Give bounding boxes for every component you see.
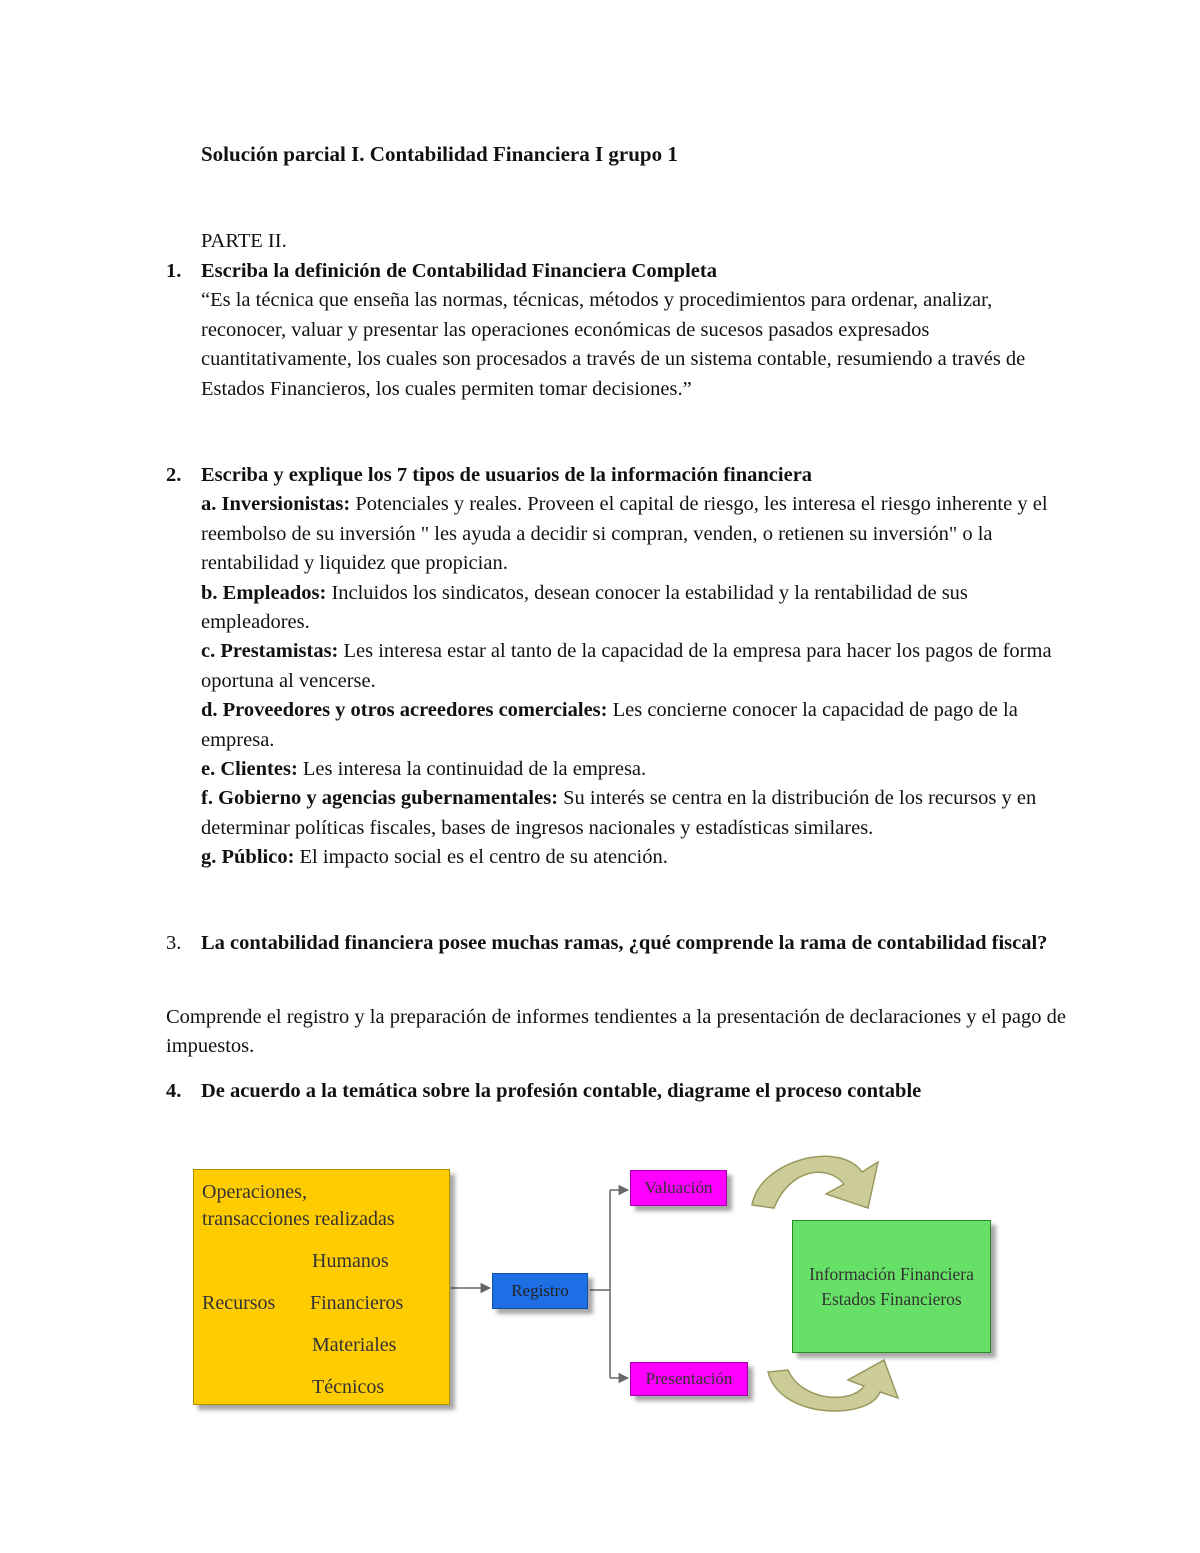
user-type-label: b. Empleados: — [201, 581, 327, 604]
resource-item: Técnicos — [312, 1376, 385, 1398]
user-type-label: f. Gobierno y agencias gubernamentales: — [201, 787, 559, 810]
user-type-text: Les interesa la continuidad de la empresa. — [297, 758, 647, 781]
question-4-heading: De acuerdo a la temática sobre la profesión contable, diagrame el proceso contable — [201, 1080, 922, 1102]
user-type-label: c. Prestamistas: — [201, 640, 339, 663]
registro-box: Registro — [492, 1273, 588, 1309]
question-2-heading: Escriba y explique los 7 tipos de usuarios de la información financiera — [201, 464, 813, 486]
user-type-text: El impacto social es el centro de su atención. — [294, 846, 668, 869]
question-2-number: 2. — [166, 464, 182, 486]
user-type-item — [201, 755, 1061, 784]
resource-item: Materiales — [312, 1334, 397, 1356]
resource-item: Humanos — [312, 1250, 389, 1272]
question-3-number: 3. — [166, 932, 182, 954]
user-type-item — [201, 579, 1061, 638]
financial-info-line2: Estados Financieros — [821, 1289, 962, 1309]
part-heading: PARTE II. — [201, 230, 287, 252]
user-type-label: g. Público: — [201, 846, 295, 869]
financial-info-line1: Información Financiera — [809, 1264, 974, 1284]
operations-box — [193, 1169, 450, 1405]
question-1-number: 1. — [166, 260, 182, 282]
user-type-item — [201, 637, 1061, 696]
user-type-text: Les interesa estar al tanto de la capacidad de la empresa para hacer los pagos de forma oportuna al vencerse. — [201, 640, 1052, 692]
question-3-heading: La contabilidad financiera posee muchas ramas, ¿qué comprende la rama de contabilidad fiscal? — [201, 932, 1048, 954]
valuacion-box: Valuación — [630, 1170, 727, 1206]
resource-item: Financieros — [310, 1292, 404, 1314]
financial-info-box — [792, 1220, 991, 1353]
question-3-answer: Comprende el registro y la preparación de informes tendientes a la presentación de declaraciones y el pago de impuestos. — [166, 1006, 1066, 1058]
presentacion-box: Presentación — [630, 1362, 748, 1396]
user-type-item — [201, 784, 1061, 843]
document-title: Solución parcial I. Contabilidad Financiera I grupo 1 — [201, 142, 678, 166]
curved-arrow-top — [752, 1156, 878, 1208]
resources-label: Recursos — [202, 1292, 276, 1314]
curved-arrow-bottom — [768, 1360, 898, 1411]
user-type-label: e. Clientes: — [201, 758, 298, 781]
question-1-answer: “Es la técnica que enseña las normas, técnicas, métodos y procedimientos para ordenar, analizar, reconocer, valuar y presentar las operaciones económicas de sucesos pasados expresados cuantitativamente, los cuales son procesados a través de un sistema contable, resumiendo a través de Estados Financieros, los cuales permiten tomar decisiones.” — [201, 289, 1026, 400]
user-type-text: Potenciales y reales. Proveen el capital de riesgo, les interesa el riesgo inherente y el reembolso de su inversión " les ayuda a decidir si compran, venden, o retienen su inversión" o la rentabilidad y liquidez que propician. — [201, 493, 1048, 575]
operations-label-line1: Operaciones, — [202, 1181, 307, 1203]
user-type-item — [201, 696, 1061, 755]
question-1-heading: Escriba la definición de Contabilidad Financiera Completa — [201, 260, 717, 282]
user-type-item — [201, 490, 1061, 578]
user-type-text: Incluidos los sindicatos, desean conocer la estabilidad y la rentabilidad de sus empleadores. — [201, 581, 968, 634]
user-type-text: Les concierne conocer la capacidad de pago de la empresa. — [201, 699, 1018, 751]
user-type-label: d. Proveedores y otros acreedores comerciales: — [201, 699, 608, 722]
question-4-number: 4. — [166, 1080, 182, 1102]
operations-label-line2: transacciones realizadas — [202, 1208, 395, 1230]
user-type-label: a. Inversionistas: — [201, 493, 351, 516]
user-type-text: Su interés se centra en la distribución de los recursos y en determinar políticas fiscales, bases de ingresos nacionales y estadísticas similares. — [201, 787, 1037, 839]
user-type-item — [201, 843, 1061, 872]
